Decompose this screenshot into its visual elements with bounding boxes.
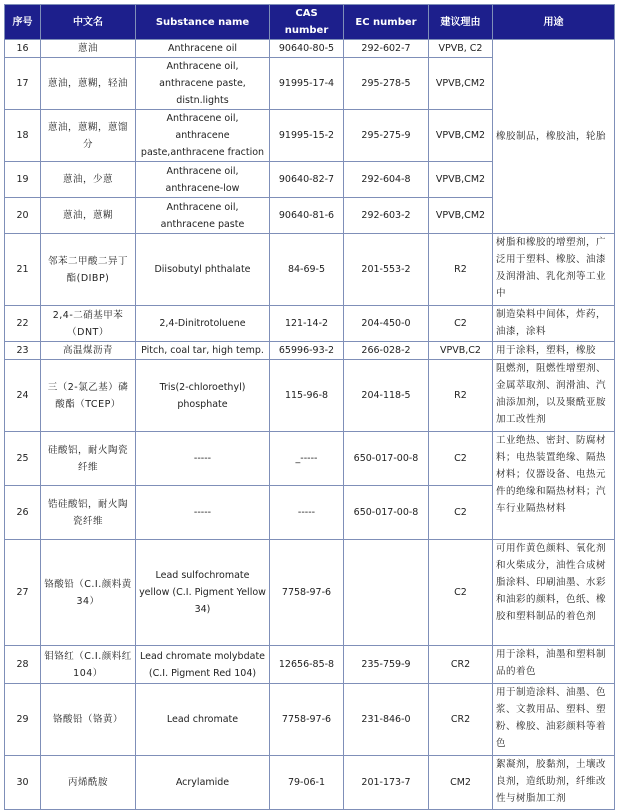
- cell-ec: 204-450-0: [344, 306, 429, 342]
- table-row: [5, 342, 615, 360]
- cell-no: 26: [5, 486, 41, 540]
- cell-chinese-name: 铬酸铅（铬黄）: [41, 684, 136, 756]
- cell-substance-name: -----: [136, 432, 270, 486]
- table-row: [5, 756, 615, 810]
- header-substance-name: Substance name: [136, 5, 270, 40]
- cell-cas: 84-69-5: [270, 234, 344, 306]
- cell-cas: 91995-17-4: [270, 58, 344, 110]
- cell-substance-name: Lead chromate molybdate (C.I. Pigment Red 104): [136, 646, 270, 684]
- cell-cas: -----: [270, 486, 344, 540]
- cell-cas: 115-96-8: [270, 360, 344, 432]
- cell-use: 阻燃剂，阻燃性增塑剂、金属萃取剂、润滑油、汽油添加剂，以及聚酰亚胺加工改性剂: [493, 360, 615, 432]
- cell-chinese-name: 三（2-氯乙基）磷酸酯（TCEP）: [41, 360, 136, 432]
- cell-no: 27: [5, 540, 41, 646]
- cell-no: 18: [5, 110, 41, 162]
- cell-no: 17: [5, 58, 41, 110]
- table-row: [5, 646, 615, 684]
- cell-no: 19: [5, 162, 41, 198]
- cell-reason: C2: [429, 540, 493, 646]
- cell-chinese-name: 蒽油，少蒽: [41, 162, 136, 198]
- cell-use: 制造染料中间体，炸药，油漆，涂料: [493, 306, 615, 342]
- cell-use-merged: 橡胶制品，橡胶油，轮胎: [493, 40, 615, 234]
- cell-cas: 90640-82-7: [270, 162, 344, 198]
- cell-cas: 91995-15-2: [270, 110, 344, 162]
- cell-substance-name: Pitch, coal tar, high temp.: [136, 342, 270, 360]
- cell-use: 絮凝剂，胶黏剂，土壤改良剂，造纸助剂，纤维改性与树脂加工剂: [493, 756, 615, 810]
- cell-reason: VPVB, C2: [429, 40, 493, 58]
- cell-ec: 292-603-2: [344, 198, 429, 234]
- cell-substance-name: 2,4-Dinitrotoluene: [136, 306, 270, 342]
- cell-no: 22: [5, 306, 41, 342]
- cell-ec: 650-017-00-8: [344, 486, 429, 540]
- cell-no: 30: [5, 756, 41, 810]
- cell-substance-name: Tris(2-chloroethyl) phosphate: [136, 360, 270, 432]
- cell-substance-name: Lead chromate: [136, 684, 270, 756]
- header-use: 用途: [493, 5, 615, 40]
- cell-use-merged: 工业绝热、密封、防腐材料；电热装置绝缘、隔热材料；仪器设备、电热元件的绝缘和隔热材料；汽车行业隔热材料: [493, 432, 615, 540]
- cell-cas: 65996-93-2: [270, 342, 344, 360]
- header-cas-number: CAS number: [270, 5, 344, 40]
- cell-chinese-name: 2,4-二硝基甲苯（DNT）: [41, 306, 136, 342]
- cell-cas: 79-06-1: [270, 756, 344, 810]
- cell-ec: 650-017-00-8: [344, 432, 429, 486]
- cell-cas: 7758-97-6: [270, 540, 344, 646]
- cell-reason: R2: [429, 234, 493, 306]
- cell-cas: 121-14-2: [270, 306, 344, 342]
- cell-reason: C2: [429, 432, 493, 486]
- cell-no: 16: [5, 40, 41, 58]
- cell-no: 20: [5, 198, 41, 234]
- cell-reason: CR2: [429, 646, 493, 684]
- cell-reason: VPVB,C2: [429, 342, 493, 360]
- cell-no: 25: [5, 432, 41, 486]
- header-chinese-name: 中文名: [41, 5, 136, 40]
- cell-ec: 295-275-9: [344, 110, 429, 162]
- cell-chinese-name: 丙烯酰胺: [41, 756, 136, 810]
- cell-no: 24: [5, 360, 41, 432]
- cell-ec: 204-118-5: [344, 360, 429, 432]
- table-header-row: [5, 5, 615, 40]
- cell-no: 29: [5, 684, 41, 756]
- cell-cas: _-----: [270, 432, 344, 486]
- table-row: [5, 306, 615, 342]
- table-row: [5, 40, 615, 58]
- cell-chinese-name: 邻苯二甲酸二异丁酯(DIBP): [41, 234, 136, 306]
- cell-use: 用于涂料，油墨和塑料制品的着色: [493, 646, 615, 684]
- table-row: [5, 684, 615, 756]
- cell-substance-name: -----: [136, 486, 270, 540]
- cell-reason: CM2: [429, 756, 493, 810]
- table-row: [5, 540, 615, 646]
- table-row: [5, 432, 615, 486]
- cell-cas: 90640-80-5: [270, 40, 344, 58]
- cell-ec: 235-759-9: [344, 646, 429, 684]
- cell-ec: [344, 540, 429, 646]
- cell-ec: 201-173-7: [344, 756, 429, 810]
- cell-substance-name: Anthracene oil, anthracene-low: [136, 162, 270, 198]
- cell-substance-name: Anthracene oil: [136, 40, 270, 58]
- cell-substance-name: Anthracene oil, anthracene paste: [136, 198, 270, 234]
- cell-use: 用于涂料，塑料，橡胶: [493, 342, 615, 360]
- cell-reason: C2: [429, 306, 493, 342]
- cell-reason: R2: [429, 360, 493, 432]
- cell-reason: VPVB,CM2: [429, 162, 493, 198]
- cell-cas: 12656-85-8: [270, 646, 344, 684]
- cell-chinese-name: 硅酸铝，耐火陶瓷纤维: [41, 432, 136, 486]
- cell-use: 树脂和橡胶的增塑剂，广泛用于塑料、橡胶、油漆及润滑油、乳化剂等工业中: [493, 234, 615, 306]
- cell-cas: 7758-97-6: [270, 684, 344, 756]
- cell-no: 23: [5, 342, 41, 360]
- cell-reason: VPVB,CM2: [429, 198, 493, 234]
- header-ec-number: EC number: [344, 5, 429, 40]
- cell-substance-name: Lead sulfochromate yellow (C.I. Pigment Yellow 34): [136, 540, 270, 646]
- cell-no: 21: [5, 234, 41, 306]
- table-row: [5, 234, 615, 306]
- cell-reason: VPVB,CM2: [429, 58, 493, 110]
- cell-substance-name: Diisobutyl phthalate: [136, 234, 270, 306]
- header-no: 序号: [5, 5, 41, 40]
- cell-chinese-name: 铬酸铅（C.I.颜料黄 34）: [41, 540, 136, 646]
- cell-chinese-name: 锆硅酸铝，耐火陶瓷纤维: [41, 486, 136, 540]
- cell-reason: C2: [429, 486, 493, 540]
- cell-chinese-name: 蒽油，蒽糊: [41, 198, 136, 234]
- cell-ec: 295-278-5: [344, 58, 429, 110]
- cell-substance-name: Anthracene oil, anthracene paste, distn.lights: [136, 58, 270, 110]
- cell-substance-name: Acrylamide: [136, 756, 270, 810]
- cell-no: 28: [5, 646, 41, 684]
- cell-ec: 292-604-8: [344, 162, 429, 198]
- cell-cas: 90640-81-6: [270, 198, 344, 234]
- cell-reason: VPVB,CM2: [429, 110, 493, 162]
- cell-ec: 201-553-2: [344, 234, 429, 306]
- cell-ec: 292-602-7: [344, 40, 429, 58]
- cell-use: 用于制造涂料、油墨、色浆、文教用品、塑料、塑粉、橡胶、油彩颜料等着色: [493, 684, 615, 756]
- header-reason: 建议理由: [429, 5, 493, 40]
- cell-ec: 231-846-0: [344, 684, 429, 756]
- cell-chinese-name: 钼铬红（C.I.颜料红 104）: [41, 646, 136, 684]
- cell-ec: 266-028-2: [344, 342, 429, 360]
- cell-use: 可用作黄色颜料、氧化剂和火柴成分，油性合成树脂涂料、印刷油墨、水彩和油彩的颜料，色纸、橡胶和塑料制品的着色剂: [493, 540, 615, 646]
- substance-table: [4, 4, 615, 810]
- cell-chinese-name: 蒽油，蒽糊，轻油: [41, 58, 136, 110]
- cell-chinese-name: 高温煤沥青: [41, 342, 136, 360]
- cell-chinese-name: 蒽油，蒽糊，蒽馏分: [41, 110, 136, 162]
- table-row: [5, 360, 615, 432]
- cell-chinese-name: 蒽油: [41, 40, 136, 58]
- cell-substance-name: Anthracene oil, anthracene paste,anthracene fraction: [136, 110, 270, 162]
- cell-reason: CR2: [429, 684, 493, 756]
